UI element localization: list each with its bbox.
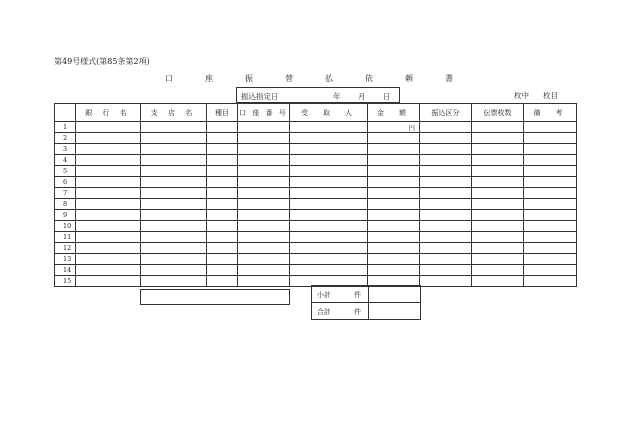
table-cell — [76, 188, 141, 199]
total-sheets-label: 枚中 — [514, 91, 529, 100]
table-cell — [290, 210, 368, 221]
table-cell — [141, 276, 207, 287]
table-cell — [472, 243, 524, 254]
table-cell — [524, 133, 577, 144]
table-cell — [472, 166, 524, 177]
table-cell — [141, 254, 207, 265]
table-cell — [238, 133, 290, 144]
row-number: 12 — [55, 243, 76, 254]
subtotal-row — [312, 286, 421, 303]
table-row — [55, 232, 577, 243]
document-title: 口 座 振 替 払 依 頼 書 — [165, 74, 465, 83]
subtotal-label-cell — [312, 286, 369, 303]
table-cell — [141, 155, 207, 166]
row-number: 15 — [55, 276, 76, 287]
table-cell — [472, 122, 524, 133]
table-cell — [472, 177, 524, 188]
amount-cell — [368, 144, 420, 155]
row-number: 8 — [55, 199, 76, 210]
table-cell — [524, 144, 577, 155]
row-number: 9 — [55, 210, 76, 221]
amount-header: 金 額 — [368, 104, 420, 122]
table-cell — [207, 144, 238, 155]
amount-cell — [368, 221, 420, 232]
table-cell — [420, 221, 472, 232]
row-number: 10 — [55, 221, 76, 232]
table-cell — [207, 188, 238, 199]
amount-cell — [368, 210, 420, 221]
table-header-row — [55, 104, 577, 122]
table-cell — [524, 188, 577, 199]
row-number: 2 — [55, 133, 76, 144]
transfer-category-header: 振込区分 — [420, 104, 472, 122]
table-cell — [238, 144, 290, 155]
table-row — [55, 166, 577, 177]
table-cell — [238, 221, 290, 232]
table-cell — [472, 210, 524, 221]
table-cell — [290, 265, 368, 276]
table-cell — [207, 166, 238, 177]
table-cell — [524, 210, 577, 221]
row-number: 4 — [55, 155, 76, 166]
form-number: 第49号様式(第85条第2項) — [54, 57, 150, 66]
table-cell — [76, 133, 141, 144]
amount-cell — [368, 166, 420, 177]
table-cell — [238, 199, 290, 210]
table-cell — [524, 122, 577, 133]
table-cell — [141, 166, 207, 177]
table-cell — [207, 221, 238, 232]
table-cell — [238, 155, 290, 166]
table-cell — [420, 199, 472, 210]
table-cell — [207, 122, 238, 133]
row-number: 7 — [55, 188, 76, 199]
table-row — [55, 122, 577, 133]
amount-cell — [368, 199, 420, 210]
table-cell — [524, 155, 577, 166]
table-cell — [420, 166, 472, 177]
table-cell — [290, 155, 368, 166]
table-cell — [238, 254, 290, 265]
table-cell — [76, 199, 141, 210]
branch-name-header: 支 店 名 — [141, 104, 207, 122]
table-cell — [76, 276, 141, 287]
table-cell — [76, 221, 141, 232]
table-cell — [76, 210, 141, 221]
table-cell — [76, 243, 141, 254]
table-cell — [76, 265, 141, 276]
row-number: 11 — [55, 232, 76, 243]
table-cell — [524, 166, 577, 177]
transfer-request-table — [54, 103, 577, 287]
row-number: 5 — [55, 166, 76, 177]
table-cell — [238, 122, 290, 133]
table-cell — [207, 276, 238, 287]
table-cell — [207, 232, 238, 243]
amount-cell — [368, 243, 420, 254]
table-row — [55, 221, 577, 232]
table-cell — [472, 265, 524, 276]
table-cell — [76, 254, 141, 265]
table-cell — [141, 243, 207, 254]
amount-cell — [368, 177, 420, 188]
sheet-info — [514, 90, 558, 101]
recipient-header: 受 取 人 — [290, 104, 368, 122]
date-day-label: 日 — [383, 92, 391, 101]
row-number: 6 — [55, 177, 76, 188]
account-type-header: 種目 — [207, 104, 238, 122]
table-cell — [472, 276, 524, 287]
table-cell — [141, 210, 207, 221]
table-cell — [472, 188, 524, 199]
table-cell — [290, 254, 368, 265]
subtotal-value-cell — [369, 286, 421, 303]
table-cell — [472, 221, 524, 232]
table-cell — [524, 254, 577, 265]
table-row — [55, 265, 577, 276]
table-cell — [290, 221, 368, 232]
row-number: 1 — [55, 122, 76, 133]
amount-cell — [368, 188, 420, 199]
table-cell — [524, 221, 577, 232]
table-cell — [207, 265, 238, 276]
table-cell — [141, 177, 207, 188]
table-cell — [290, 188, 368, 199]
total-value-cell — [369, 303, 421, 320]
table-cell — [420, 177, 472, 188]
table-row — [55, 133, 577, 144]
table-cell — [238, 210, 290, 221]
table-cell — [524, 232, 577, 243]
slip-count-header: 伝票枚数 — [472, 104, 524, 122]
table-cell — [238, 166, 290, 177]
table-cell — [290, 144, 368, 155]
table-cell — [472, 133, 524, 144]
table-cell — [420, 155, 472, 166]
table-cell — [207, 210, 238, 221]
table-cell — [472, 144, 524, 155]
table-cell — [76, 122, 141, 133]
sheet-number-label: 枚目 — [543, 91, 558, 100]
row-number: 3 — [55, 144, 76, 155]
table-cell — [420, 122, 472, 133]
table-cell — [290, 166, 368, 177]
transfer-date-box — [236, 87, 400, 103]
table-cell — [76, 166, 141, 177]
table-cell — [420, 210, 472, 221]
account-number-header: 口 座 番 号 — [238, 104, 290, 122]
table-cell — [238, 177, 290, 188]
table-cell — [420, 265, 472, 276]
table-row — [55, 155, 577, 166]
table-cell — [141, 133, 207, 144]
table-cell — [76, 232, 141, 243]
row-number-header — [55, 104, 76, 122]
table-cell — [238, 232, 290, 243]
table-cell — [420, 276, 472, 287]
table-cell — [420, 243, 472, 254]
amount-cell — [368, 265, 420, 276]
table-cell — [141, 199, 207, 210]
table-cell — [207, 155, 238, 166]
table-cell — [524, 265, 577, 276]
amount-cell — [368, 133, 420, 144]
table-cell — [76, 177, 141, 188]
amount-cell: 円 — [368, 122, 420, 133]
table-row — [55, 177, 577, 188]
table-cell — [472, 232, 524, 243]
table-cell — [472, 254, 524, 265]
total-label-cell — [312, 303, 369, 320]
table-cell — [141, 122, 207, 133]
table-cell — [207, 199, 238, 210]
table-cell — [420, 188, 472, 199]
table-cell — [141, 221, 207, 232]
table-cell — [238, 265, 290, 276]
date-month-label: 月 — [358, 92, 366, 101]
transfer-date-label: 振込指定日 — [241, 92, 279, 101]
row-number: 14 — [55, 265, 76, 276]
table-cell — [290, 243, 368, 254]
subtotal-count-unit: 件 — [354, 291, 361, 299]
table-row — [55, 188, 577, 199]
table-cell — [290, 122, 368, 133]
table-cell — [420, 232, 472, 243]
table-cell — [420, 144, 472, 155]
table-cell — [290, 199, 368, 210]
table-cell — [207, 133, 238, 144]
table-cell — [290, 133, 368, 144]
table-cell — [141, 144, 207, 155]
table-cell — [472, 199, 524, 210]
table-cell — [238, 188, 290, 199]
amount-cell — [368, 254, 420, 265]
memo-box — [140, 289, 290, 305]
bank-name-header: 銀 行 名 — [76, 104, 141, 122]
table-cell — [207, 254, 238, 265]
subtotal-label: 小計 — [317, 291, 331, 299]
table-cell — [76, 155, 141, 166]
table-cell — [524, 243, 577, 254]
amount-cell — [368, 155, 420, 166]
row-number: 13 — [55, 254, 76, 265]
totals-table — [311, 285, 421, 320]
table-cell — [472, 155, 524, 166]
table-cell — [141, 265, 207, 276]
table-row — [55, 199, 577, 210]
table-cell — [524, 276, 577, 287]
table-cell — [76, 144, 141, 155]
date-year-label: 年 — [333, 92, 341, 101]
table-row — [55, 243, 577, 254]
table-cell — [524, 199, 577, 210]
remarks-header: 備 考 — [524, 104, 577, 122]
table-cell — [207, 177, 238, 188]
table-cell — [420, 133, 472, 144]
table-row — [55, 144, 577, 155]
amount-cell — [368, 232, 420, 243]
table-cell — [141, 232, 207, 243]
table-cell — [238, 243, 290, 254]
table-row — [55, 254, 577, 265]
table-cell — [524, 177, 577, 188]
table-row — [55, 210, 577, 221]
table-cell — [290, 232, 368, 243]
table-cell — [290, 177, 368, 188]
table-cell — [238, 276, 290, 287]
table-cell — [207, 243, 238, 254]
total-count-unit: 件 — [354, 308, 361, 316]
total-label: 合計 — [317, 308, 331, 316]
table-cell — [420, 254, 472, 265]
table-cell — [141, 188, 207, 199]
total-row — [312, 303, 421, 320]
